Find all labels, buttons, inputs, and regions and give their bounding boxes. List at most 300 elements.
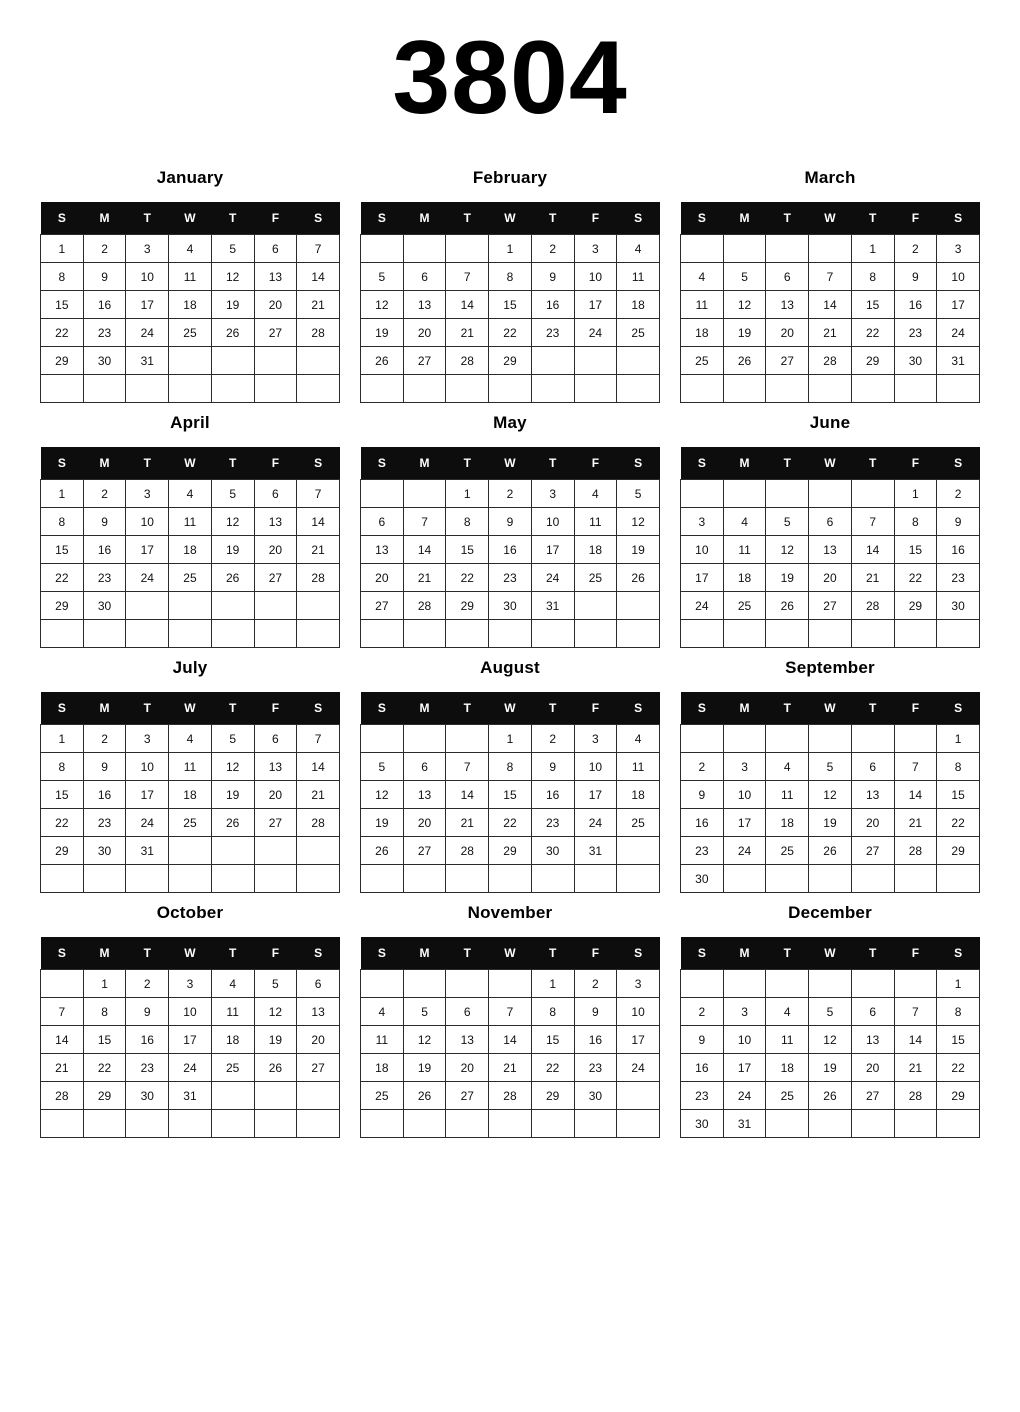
day-cell[interactable]: 17 [723, 809, 766, 837]
day-cell[interactable]: 31 [937, 347, 980, 375]
day-cell[interactable]: 18 [617, 291, 660, 319]
day-cell[interactable]: 23 [531, 319, 574, 347]
day-cell[interactable]: 23 [681, 1082, 724, 1110]
day-cell[interactable]: 16 [531, 781, 574, 809]
day-cell[interactable]: 6 [403, 263, 446, 291]
day-cell[interactable]: 19 [809, 1054, 852, 1082]
day-cell[interactable]: 28 [489, 1082, 532, 1110]
day-cell[interactable]: 15 [531, 1026, 574, 1054]
day-cell[interactable]: 27 [766, 347, 809, 375]
day-cell[interactable]: 23 [489, 564, 532, 592]
day-cell[interactable]: 27 [851, 1082, 894, 1110]
day-cell[interactable]: 9 [489, 508, 532, 536]
day-cell[interactable]: 20 [809, 564, 852, 592]
day-cell[interactable]: 1 [894, 480, 937, 508]
day-cell[interactable]: 11 [169, 753, 212, 781]
day-cell[interactable]: 13 [851, 781, 894, 809]
day-cell[interactable]: 26 [617, 564, 660, 592]
day-cell[interactable]: 9 [531, 753, 574, 781]
day-cell[interactable]: 2 [83, 235, 126, 263]
day-cell[interactable]: 29 [851, 347, 894, 375]
day-cell[interactable]: 11 [169, 508, 212, 536]
day-cell[interactable]: 26 [809, 837, 852, 865]
day-cell[interactable]: 9 [681, 1026, 724, 1054]
day-cell[interactable]: 17 [169, 1026, 212, 1054]
day-cell[interactable]: 3 [169, 970, 212, 998]
day-cell[interactable]: 29 [937, 837, 980, 865]
day-cell[interactable]: 12 [403, 1026, 446, 1054]
day-cell[interactable]: 28 [297, 319, 340, 347]
day-cell[interactable]: 2 [531, 235, 574, 263]
day-cell[interactable]: 21 [489, 1054, 532, 1082]
day-cell[interactable]: 16 [937, 536, 980, 564]
day-cell[interactable]: 22 [41, 319, 84, 347]
day-cell[interactable]: 8 [851, 263, 894, 291]
day-cell[interactable]: 7 [851, 508, 894, 536]
day-cell[interactable]: 7 [894, 753, 937, 781]
day-cell[interactable]: 30 [937, 592, 980, 620]
day-cell[interactable]: 24 [169, 1054, 212, 1082]
day-cell[interactable]: 28 [297, 564, 340, 592]
day-cell[interactable]: 29 [41, 592, 84, 620]
day-cell[interactable]: 14 [297, 753, 340, 781]
day-cell[interactable]: 2 [681, 753, 724, 781]
day-cell[interactable]: 22 [83, 1054, 126, 1082]
day-cell[interactable]: 29 [489, 347, 532, 375]
day-cell[interactable]: 15 [41, 781, 84, 809]
day-cell[interactable]: 26 [211, 319, 254, 347]
day-cell[interactable]: 13 [809, 536, 852, 564]
day-cell[interactable]: 10 [617, 998, 660, 1026]
day-cell[interactable]: 24 [126, 809, 169, 837]
day-cell[interactable]: 21 [297, 291, 340, 319]
day-cell[interactable]: 22 [937, 1054, 980, 1082]
day-cell[interactable]: 6 [361, 508, 404, 536]
day-cell[interactable]: 28 [446, 837, 489, 865]
day-cell[interactable]: 20 [297, 1026, 340, 1054]
day-cell[interactable]: 26 [361, 347, 404, 375]
day-cell[interactable]: 27 [446, 1082, 489, 1110]
day-cell[interactable]: 17 [681, 564, 724, 592]
day-cell[interactable]: 14 [41, 1026, 84, 1054]
day-cell[interactable]: 21 [894, 1054, 937, 1082]
day-cell[interactable]: 16 [126, 1026, 169, 1054]
day-cell[interactable]: 23 [83, 319, 126, 347]
day-cell[interactable]: 18 [169, 536, 212, 564]
day-cell[interactable]: 8 [41, 263, 84, 291]
day-cell[interactable]: 14 [297, 508, 340, 536]
day-cell[interactable]: 27 [403, 837, 446, 865]
day-cell[interactable]: 29 [446, 592, 489, 620]
day-cell[interactable]: 2 [894, 235, 937, 263]
day-cell[interactable]: 20 [361, 564, 404, 592]
day-cell[interactable]: 10 [126, 263, 169, 291]
day-cell[interactable]: 3 [126, 480, 169, 508]
day-cell[interactable]: 1 [83, 970, 126, 998]
day-cell[interactable]: 8 [446, 508, 489, 536]
day-cell[interactable]: 6 [254, 480, 297, 508]
day-cell[interactable]: 3 [574, 235, 617, 263]
day-cell[interactable]: 23 [574, 1054, 617, 1082]
day-cell[interactable]: 11 [617, 753, 660, 781]
day-cell[interactable]: 29 [83, 1082, 126, 1110]
day-cell[interactable]: 10 [169, 998, 212, 1026]
day-cell[interactable]: 1 [446, 480, 489, 508]
day-cell[interactable]: 27 [254, 809, 297, 837]
day-cell[interactable]: 1 [41, 725, 84, 753]
day-cell[interactable]: 4 [766, 998, 809, 1026]
day-cell[interactable]: 19 [211, 781, 254, 809]
day-cell[interactable]: 13 [446, 1026, 489, 1054]
day-cell[interactable]: 14 [894, 781, 937, 809]
day-cell[interactable]: 14 [894, 1026, 937, 1054]
day-cell[interactable]: 10 [531, 508, 574, 536]
day-cell[interactable]: 21 [851, 564, 894, 592]
day-cell[interactable]: 1 [41, 480, 84, 508]
day-cell[interactable]: 19 [211, 291, 254, 319]
day-cell[interactable]: 7 [297, 235, 340, 263]
day-cell[interactable]: 12 [617, 508, 660, 536]
day-cell[interactable]: 8 [489, 753, 532, 781]
day-cell[interactable]: 17 [937, 291, 980, 319]
day-cell[interactable]: 7 [809, 263, 852, 291]
day-cell[interactable]: 8 [41, 508, 84, 536]
day-cell[interactable]: 22 [489, 319, 532, 347]
day-cell[interactable]: 11 [617, 263, 660, 291]
day-cell[interactable]: 13 [254, 753, 297, 781]
day-cell[interactable]: 23 [937, 564, 980, 592]
day-cell[interactable]: 26 [211, 809, 254, 837]
day-cell[interactable]: 11 [169, 263, 212, 291]
day-cell[interactable]: 17 [574, 291, 617, 319]
day-cell[interactable]: 12 [361, 781, 404, 809]
day-cell[interactable]: 21 [297, 781, 340, 809]
day-cell[interactable]: 6 [809, 508, 852, 536]
day-cell[interactable]: 9 [937, 508, 980, 536]
day-cell[interactable]: 11 [766, 1026, 809, 1054]
day-cell[interactable]: 8 [894, 508, 937, 536]
day-cell[interactable]: 12 [211, 263, 254, 291]
day-cell[interactable]: 15 [894, 536, 937, 564]
day-cell[interactable]: 16 [531, 291, 574, 319]
day-cell[interactable]: 24 [126, 319, 169, 347]
day-cell[interactable]: 18 [766, 1054, 809, 1082]
day-cell[interactable]: 5 [766, 508, 809, 536]
day-cell[interactable]: 9 [83, 263, 126, 291]
day-cell[interactable]: 17 [126, 536, 169, 564]
day-cell[interactable]: 14 [446, 291, 489, 319]
day-cell[interactable]: 23 [83, 564, 126, 592]
day-cell[interactable]: 24 [574, 319, 617, 347]
day-cell[interactable]: 19 [723, 319, 766, 347]
day-cell[interactable]: 26 [723, 347, 766, 375]
day-cell[interactable]: 6 [254, 235, 297, 263]
day-cell[interactable]: 22 [489, 809, 532, 837]
day-cell[interactable]: 6 [403, 753, 446, 781]
day-cell[interactable]: 24 [681, 592, 724, 620]
day-cell[interactable]: 10 [574, 753, 617, 781]
day-cell[interactable]: 2 [681, 998, 724, 1026]
day-cell[interactable]: 5 [617, 480, 660, 508]
day-cell[interactable]: 30 [83, 592, 126, 620]
day-cell[interactable]: 24 [574, 809, 617, 837]
day-cell[interactable]: 13 [254, 263, 297, 291]
day-cell[interactable]: 10 [126, 753, 169, 781]
day-cell[interactable]: 24 [937, 319, 980, 347]
day-cell[interactable]: 17 [126, 291, 169, 319]
day-cell[interactable]: 5 [361, 263, 404, 291]
day-cell[interactable]: 7 [894, 998, 937, 1026]
day-cell[interactable]: 6 [446, 998, 489, 1026]
day-cell[interactable]: 31 [723, 1110, 766, 1138]
day-cell[interactable]: 4 [169, 235, 212, 263]
day-cell[interactable]: 27 [254, 564, 297, 592]
day-cell[interactable]: 14 [297, 263, 340, 291]
day-cell[interactable]: 8 [937, 998, 980, 1026]
day-cell[interactable]: 7 [41, 998, 84, 1026]
day-cell[interactable]: 5 [403, 998, 446, 1026]
day-cell[interactable]: 27 [361, 592, 404, 620]
day-cell[interactable]: 31 [126, 837, 169, 865]
day-cell[interactable]: 19 [361, 319, 404, 347]
day-cell[interactable]: 16 [83, 781, 126, 809]
day-cell[interactable]: 8 [41, 753, 84, 781]
day-cell[interactable]: 19 [766, 564, 809, 592]
day-cell[interactable]: 11 [574, 508, 617, 536]
day-cell[interactable]: 12 [211, 753, 254, 781]
day-cell[interactable]: 27 [254, 319, 297, 347]
day-cell[interactable]: 30 [681, 1110, 724, 1138]
day-cell[interactable]: 13 [254, 508, 297, 536]
day-cell[interactable]: 16 [681, 1054, 724, 1082]
day-cell[interactable]: 9 [531, 263, 574, 291]
day-cell[interactable]: 4 [617, 725, 660, 753]
day-cell[interactable]: 16 [681, 809, 724, 837]
day-cell[interactable]: 22 [894, 564, 937, 592]
day-cell[interactable]: 20 [403, 319, 446, 347]
day-cell[interactable]: 20 [254, 536, 297, 564]
day-cell[interactable]: 8 [937, 753, 980, 781]
day-cell[interactable]: 1 [937, 725, 980, 753]
day-cell[interactable]: 19 [254, 1026, 297, 1054]
day-cell[interactable]: 3 [681, 508, 724, 536]
day-cell[interactable]: 25 [169, 564, 212, 592]
day-cell[interactable]: 8 [531, 998, 574, 1026]
day-cell[interactable]: 30 [83, 347, 126, 375]
day-cell[interactable]: 14 [446, 781, 489, 809]
day-cell[interactable]: 18 [211, 1026, 254, 1054]
day-cell[interactable]: 18 [723, 564, 766, 592]
day-cell[interactable]: 16 [894, 291, 937, 319]
day-cell[interactable]: 25 [681, 347, 724, 375]
day-cell[interactable]: 30 [126, 1082, 169, 1110]
day-cell[interactable]: 24 [723, 1082, 766, 1110]
day-cell[interactable]: 9 [126, 998, 169, 1026]
day-cell[interactable]: 11 [361, 1026, 404, 1054]
day-cell[interactable]: 2 [531, 725, 574, 753]
day-cell[interactable]: 30 [894, 347, 937, 375]
day-cell[interactable]: 20 [446, 1054, 489, 1082]
day-cell[interactable]: 12 [254, 998, 297, 1026]
day-cell[interactable]: 20 [851, 809, 894, 837]
day-cell[interactable]: 16 [574, 1026, 617, 1054]
day-cell[interactable]: 30 [83, 837, 126, 865]
day-cell[interactable]: 4 [681, 263, 724, 291]
day-cell[interactable]: 20 [766, 319, 809, 347]
day-cell[interactable]: 10 [723, 781, 766, 809]
day-cell[interactable]: 19 [361, 809, 404, 837]
day-cell[interactable]: 3 [531, 480, 574, 508]
day-cell[interactable]: 4 [361, 998, 404, 1026]
day-cell[interactable]: 13 [403, 781, 446, 809]
day-cell[interactable]: 26 [809, 1082, 852, 1110]
day-cell[interactable]: 5 [361, 753, 404, 781]
day-cell[interactable]: 15 [446, 536, 489, 564]
day-cell[interactable]: 16 [489, 536, 532, 564]
day-cell[interactable]: 5 [211, 725, 254, 753]
day-cell[interactable]: 4 [211, 970, 254, 998]
day-cell[interactable]: 13 [297, 998, 340, 1026]
day-cell[interactable]: 16 [83, 536, 126, 564]
day-cell[interactable]: 4 [766, 753, 809, 781]
day-cell[interactable]: 26 [403, 1082, 446, 1110]
day-cell[interactable]: 3 [937, 235, 980, 263]
day-cell[interactable]: 3 [126, 725, 169, 753]
day-cell[interactable]: 15 [489, 781, 532, 809]
day-cell[interactable]: 22 [851, 319, 894, 347]
day-cell[interactable]: 25 [211, 1054, 254, 1082]
day-cell[interactable]: 1 [41, 235, 84, 263]
day-cell[interactable]: 2 [937, 480, 980, 508]
day-cell[interactable]: 26 [211, 564, 254, 592]
day-cell[interactable]: 27 [403, 347, 446, 375]
day-cell[interactable]: 10 [723, 1026, 766, 1054]
day-cell[interactable]: 28 [297, 809, 340, 837]
day-cell[interactable]: 2 [83, 725, 126, 753]
day-cell[interactable]: 18 [617, 781, 660, 809]
day-cell[interactable]: 4 [169, 480, 212, 508]
day-cell[interactable]: 24 [126, 564, 169, 592]
day-cell[interactable]: 30 [574, 1082, 617, 1110]
day-cell[interactable]: 9 [83, 753, 126, 781]
day-cell[interactable]: 14 [403, 536, 446, 564]
day-cell[interactable]: 11 [211, 998, 254, 1026]
day-cell[interactable]: 25 [766, 1082, 809, 1110]
day-cell[interactable]: 8 [83, 998, 126, 1026]
day-cell[interactable]: 30 [681, 865, 724, 893]
day-cell[interactable]: 18 [574, 536, 617, 564]
day-cell[interactable]: 6 [297, 970, 340, 998]
day-cell[interactable]: 9 [83, 508, 126, 536]
day-cell[interactable]: 29 [41, 837, 84, 865]
day-cell[interactable]: 24 [531, 564, 574, 592]
day-cell[interactable]: 18 [169, 781, 212, 809]
day-cell[interactable]: 1 [489, 725, 532, 753]
day-cell[interactable]: 1 [937, 970, 980, 998]
day-cell[interactable]: 18 [681, 319, 724, 347]
day-cell[interactable]: 14 [809, 291, 852, 319]
day-cell[interactable]: 6 [766, 263, 809, 291]
day-cell[interactable]: 3 [723, 998, 766, 1026]
day-cell[interactable]: 6 [254, 725, 297, 753]
day-cell[interactable]: 3 [617, 970, 660, 998]
day-cell[interactable]: 15 [41, 291, 84, 319]
day-cell[interactable]: 3 [126, 235, 169, 263]
day-cell[interactable]: 18 [169, 291, 212, 319]
day-cell[interactable]: 19 [211, 536, 254, 564]
day-cell[interactable]: 11 [681, 291, 724, 319]
day-cell[interactable]: 15 [937, 1026, 980, 1054]
day-cell[interactable]: 26 [361, 837, 404, 865]
day-cell[interactable]: 8 [489, 263, 532, 291]
day-cell[interactable]: 18 [361, 1054, 404, 1082]
day-cell[interactable]: 17 [531, 536, 574, 564]
day-cell[interactable]: 23 [126, 1054, 169, 1082]
day-cell[interactable]: 5 [809, 998, 852, 1026]
day-cell[interactable]: 21 [41, 1054, 84, 1082]
day-cell[interactable]: 25 [361, 1082, 404, 1110]
day-cell[interactable]: 5 [211, 235, 254, 263]
day-cell[interactable]: 10 [126, 508, 169, 536]
day-cell[interactable]: 5 [723, 263, 766, 291]
day-cell[interactable]: 20 [254, 291, 297, 319]
day-cell[interactable]: 7 [446, 263, 489, 291]
day-cell[interactable]: 30 [489, 592, 532, 620]
day-cell[interactable]: 14 [851, 536, 894, 564]
day-cell[interactable]: 20 [851, 1054, 894, 1082]
day-cell[interactable]: 22 [41, 564, 84, 592]
day-cell[interactable]: 25 [169, 319, 212, 347]
day-cell[interactable]: 4 [723, 508, 766, 536]
day-cell[interactable]: 27 [809, 592, 852, 620]
day-cell[interactable]: 9 [574, 998, 617, 1026]
day-cell[interactable]: 9 [681, 781, 724, 809]
day-cell[interactable]: 25 [574, 564, 617, 592]
day-cell[interactable]: 20 [254, 781, 297, 809]
day-cell[interactable]: 28 [894, 837, 937, 865]
day-cell[interactable]: 10 [574, 263, 617, 291]
day-cell[interactable]: 14 [489, 1026, 532, 1054]
day-cell[interactable]: 31 [126, 347, 169, 375]
day-cell[interactable]: 16 [83, 291, 126, 319]
day-cell[interactable]: 12 [809, 1026, 852, 1054]
day-cell[interactable]: 21 [446, 809, 489, 837]
day-cell[interactable]: 15 [937, 781, 980, 809]
day-cell[interactable]: 12 [723, 291, 766, 319]
day-cell[interactable]: 28 [41, 1082, 84, 1110]
day-cell[interactable]: 4 [169, 725, 212, 753]
day-cell[interactable]: 20 [403, 809, 446, 837]
day-cell[interactable]: 21 [894, 809, 937, 837]
day-cell[interactable]: 25 [766, 837, 809, 865]
day-cell[interactable]: 7 [297, 480, 340, 508]
day-cell[interactable]: 2 [489, 480, 532, 508]
day-cell[interactable]: 11 [766, 781, 809, 809]
day-cell[interactable]: 4 [617, 235, 660, 263]
day-cell[interactable]: 22 [446, 564, 489, 592]
day-cell[interactable]: 2 [126, 970, 169, 998]
day-cell[interactable]: 17 [617, 1026, 660, 1054]
day-cell[interactable]: 30 [531, 837, 574, 865]
day-cell[interactable]: 6 [851, 998, 894, 1026]
day-cell[interactable]: 23 [531, 809, 574, 837]
day-cell[interactable]: 31 [169, 1082, 212, 1110]
day-cell[interactable]: 28 [403, 592, 446, 620]
day-cell[interactable]: 24 [617, 1054, 660, 1082]
day-cell[interactable]: 31 [574, 837, 617, 865]
day-cell[interactable]: 10 [681, 536, 724, 564]
day-cell[interactable]: 12 [211, 508, 254, 536]
